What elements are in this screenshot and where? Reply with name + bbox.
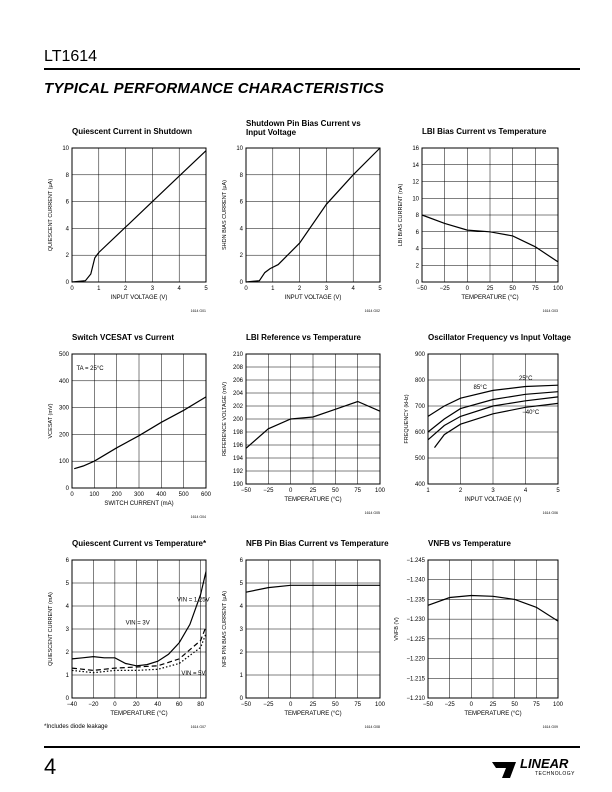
x-tick-label: 100 [552,286,564,292]
figure-code: 1614 G05 [364,511,380,515]
y-tick-label: 4 [65,226,69,233]
y-tick-label: −1.240 [406,577,425,584]
figure-code: 1614 G03 [542,309,558,313]
x-tick-label: 80 [197,702,204,708]
x-tick-label: 100 [374,488,386,494]
y-tick-label: 700 [414,404,425,410]
x-tick-label: 1 [97,286,101,292]
part-number: LT1614 [44,48,98,65]
y-tick-label: 10 [412,196,419,203]
x-tick-label: −50 [416,286,428,292]
y-tick-label: 6 [65,199,69,206]
x-tick-label: 4 [351,286,355,292]
y-tick-label: 200 [232,417,243,423]
y-tick-label: −1.230 [406,617,425,624]
x-tick-label: 2 [297,286,302,292]
y-tick-label: 208 [232,365,243,371]
x-tick-label: 40 [154,702,162,708]
y-tick-label: 6 [239,199,243,206]
x-tick-label: 100 [89,492,100,498]
y-axis-label: REFERENCE VOLTAGE (mV) [222,381,228,457]
annotation-label: VIN = 1.25V [177,597,210,604]
series-line [72,627,206,671]
x-axis-label: TEMPERATURE (°C) [110,711,168,717]
chart-1 [48,127,208,313]
x-tick-label: 5 [204,286,208,292]
y-axis-label: NFB PIN BIAS CURRENT (µA) [222,590,228,668]
x-tick-label: −50 [240,488,252,494]
x-tick-label: 75 [532,702,540,708]
x-tick-label: 2 [123,286,128,292]
annotation-label: TA = 25°C [76,366,104,373]
x-tick-label: 100 [374,702,386,708]
chart-3 [398,127,564,313]
x-axis-label: SWITCH CURRENT (mA) [104,501,174,507]
annotation-label: 25°C [519,376,533,382]
y-tick-label: 6 [415,229,419,236]
y-tick-label: −1.215 [406,676,425,683]
y-tick-label: −1.225 [406,636,425,643]
y-axis-label: QUIESCENT CURRENT (µA) [48,178,54,252]
y-tick-label: 1 [65,673,69,679]
y-tick-label: 192 [232,469,243,475]
x-tick-label: 4 [177,286,181,292]
y-tick-label: 2 [239,650,243,656]
x-tick-label: 3 [491,488,495,494]
figure-code: 1614 G07 [190,725,206,729]
x-tick-label: 50 [331,488,339,494]
y-tick-label: 4 [65,604,69,610]
y-tick-label: 14 [412,162,419,169]
y-axis-label: VCESAT (mV) [48,403,54,439]
x-tick-label: 300 [133,492,145,498]
y-tick-label: 210 [232,352,243,358]
chart-4 [48,333,212,519]
y-tick-label: 16 [412,146,419,152]
chart-title: LBI Reference vs Temperature [246,333,362,342]
x-tick-label: −25 [439,286,450,292]
x-tick-label: −25 [263,702,274,708]
y-tick-label: 10 [62,146,69,152]
x-tick-label: 25 [309,488,317,494]
y-tick-label: 198 [232,430,243,436]
x-tick-label: 200 [111,492,122,498]
x-tick-label: 0 [244,286,248,292]
y-axis-label: QUIESCENT CURRENT (mA) [48,592,54,666]
x-tick-label: 1 [271,286,275,292]
x-tick-label: 50 [511,702,519,708]
y-tick-label: 200 [58,432,69,439]
y-tick-label: 6 [239,558,243,564]
series-line [435,403,559,447]
footnote: *Includes diode leakage [44,724,108,730]
x-tick-label: 60 [175,702,183,708]
chart-title [246,119,361,137]
chart-title: Switch VCESAT vs Current [72,333,175,342]
chart-7 [48,539,210,729]
y-tick-label: 4 [415,246,419,253]
x-tick-label: 0 [288,702,293,708]
x-tick-label: 20 [132,702,140,708]
figure-code: 1614 G01 [190,309,206,313]
x-tick-label: 100 [552,702,564,708]
y-tick-label: 5 [65,581,69,587]
chart-title: Quiescent Current vs Temperature* [72,539,207,548]
y-tick-label: 3 [65,627,69,633]
x-tick-label: 75 [531,286,539,292]
x-tick-label: −25 [444,702,455,708]
x-tick-label: −20 [88,702,99,708]
series-line [72,572,206,666]
y-tick-label: 0 [65,280,69,286]
x-tick-label: 0 [288,488,293,494]
y-tick-label: 204 [232,391,243,397]
chart-title-line: Shutdown Pin Bias Current vs [246,119,361,128]
y-tick-label: 1 [239,673,243,679]
x-tick-label: −25 [263,488,274,494]
section-title: TYPICAL PERFORMANCE CHARACTERISTICS [44,80,385,97]
y-axis-label: LBI BIAS CURRENT (nA) [398,183,404,247]
y-tick-label: 2 [65,253,69,260]
chart-title: VNFB vs Temperature [428,539,511,548]
x-tick-label: 400 [156,492,167,498]
x-tick-label: 5 [378,286,382,292]
x-tick-label: 3 [150,286,155,292]
y-tick-label: 8 [65,172,69,179]
x-tick-label: 0 [70,286,74,292]
y-tick-label: 0 [415,280,419,286]
y-tick-label: 6 [65,558,69,564]
y-tick-label: 400 [58,378,69,385]
x-tick-label: −50 [240,702,252,708]
figure-code: 1614 G08 [364,725,380,729]
x-tick-label: 75 [354,488,362,494]
annotation-label: 85°C [473,385,487,392]
x-axis-label: INPUT VOLTAGE (V) [284,295,342,301]
x-tick-label: 0 [70,492,74,498]
y-tick-label: −1.210 [406,696,425,702]
y-tick-label: 8 [239,172,243,179]
y-tick-label: 3 [239,627,243,633]
series-line [246,148,380,282]
x-tick-label: 3 [324,286,329,292]
chart-title: LBI Bias Current vs Temperature [422,127,547,136]
y-tick-label: 202 [232,404,243,410]
annotation-label: VIN = 5V [181,671,206,677]
x-tick-label: 600 [200,492,212,498]
x-tick-label: 0 [469,702,474,708]
chart-title: Oscillator Frequency vs Input Voltage [428,333,571,342]
chart-5 [222,333,386,515]
y-tick-label: 0 [239,280,243,286]
y-tick-label: 600 [414,430,425,436]
x-tick-label: 25 [486,286,494,292]
y-tick-label: −1.245 [406,558,425,564]
y-tick-label: 500 [58,352,69,358]
x-tick-label: 2 [458,488,463,494]
x-tick-label: 25 [489,702,497,708]
y-tick-label: 4 [239,226,243,233]
x-axis-label: TEMPERATURE (°C) [464,711,522,717]
y-tick-label: 100 [58,459,69,466]
y-axis-label: FREQUENCY (kHz) [404,394,410,444]
x-tick-label: 50 [509,286,517,292]
x-tick-label: 500 [178,492,189,498]
x-axis-label: TEMPERATURE (°C) [284,711,342,717]
y-tick-label: 400 [414,482,425,488]
logo-text: LINEAR [520,756,569,771]
y-tick-label: 800 [414,378,425,384]
figure-code: 1614 G02 [364,309,380,313]
y-tick-label: 8 [415,213,419,219]
y-tick-label: 206 [232,378,243,384]
series-line [72,151,206,282]
figure-code: 1614 G09 [542,725,558,729]
x-tick-label: 75 [354,702,362,708]
y-tick-label: 500 [414,456,425,462]
x-axis-label: TEMPERATURE (°C) [284,497,342,503]
x-tick-label: 4 [523,488,528,494]
y-axis-label: VNFB (V) [394,617,400,641]
y-tick-label: 5 [239,581,243,587]
annotation-label: VIN = 3V [125,620,150,627]
footer-rule [44,746,580,748]
y-tick-label: 190 [232,482,243,488]
x-tick-label: 0 [113,702,117,708]
chart-title: Quiescent Current in Shutdown [72,127,193,136]
y-tick-label: −1.220 [406,656,425,663]
y-tick-label: 0 [239,696,243,702]
y-tick-label: 0 [65,486,69,492]
y-tick-label: 4 [239,604,243,610]
x-axis-label: INPUT VOLTAGE (V) [464,497,522,503]
chart-2 [222,119,382,313]
figure-code: 1614 G04 [190,515,206,519]
y-tick-label: 900 [414,352,425,358]
page-number: 4 [44,754,57,779]
x-tick-label: 0 [465,286,470,292]
chart-6 [404,333,572,515]
y-tick-label: 10 [236,146,243,152]
x-axis-label: INPUT VOLTAGE (V) [110,295,168,301]
x-tick-label: 50 [331,702,339,708]
chart-title-line: Input Voltage [246,128,297,137]
y-tick-label: 300 [58,405,69,412]
y-tick-label: 2 [239,253,243,260]
y-tick-label: 0 [65,696,69,702]
y-axis-label: SHDN BIAS CURRENT (µA) [222,180,228,250]
x-tick-label: 25 [309,702,317,708]
chart-title: NFB Pin Bias Current vs Temperature [246,539,389,548]
x-axis-label: TEMPERATURE (°C) [461,295,519,301]
x-tick-label: −40 [66,702,78,708]
chart-8 [222,539,389,729]
y-tick-label: 2 [415,263,419,270]
annotation-label: −40°C [522,409,540,416]
y-tick-label: 194 [232,456,243,462]
x-tick-label: 5 [556,488,560,494]
x-tick-label: −50 [422,702,434,708]
y-tick-label: −1.235 [406,597,425,604]
figure-code: 1614 G06 [542,511,558,515]
chart-9 [394,539,564,729]
y-tick-label: 2 [65,650,69,656]
y-tick-label: 196 [232,443,243,449]
y-tick-label: 12 [412,179,419,186]
x-tick-label: 1 [426,488,430,494]
logo-subtext: TECHNOLOGY [535,771,576,777]
